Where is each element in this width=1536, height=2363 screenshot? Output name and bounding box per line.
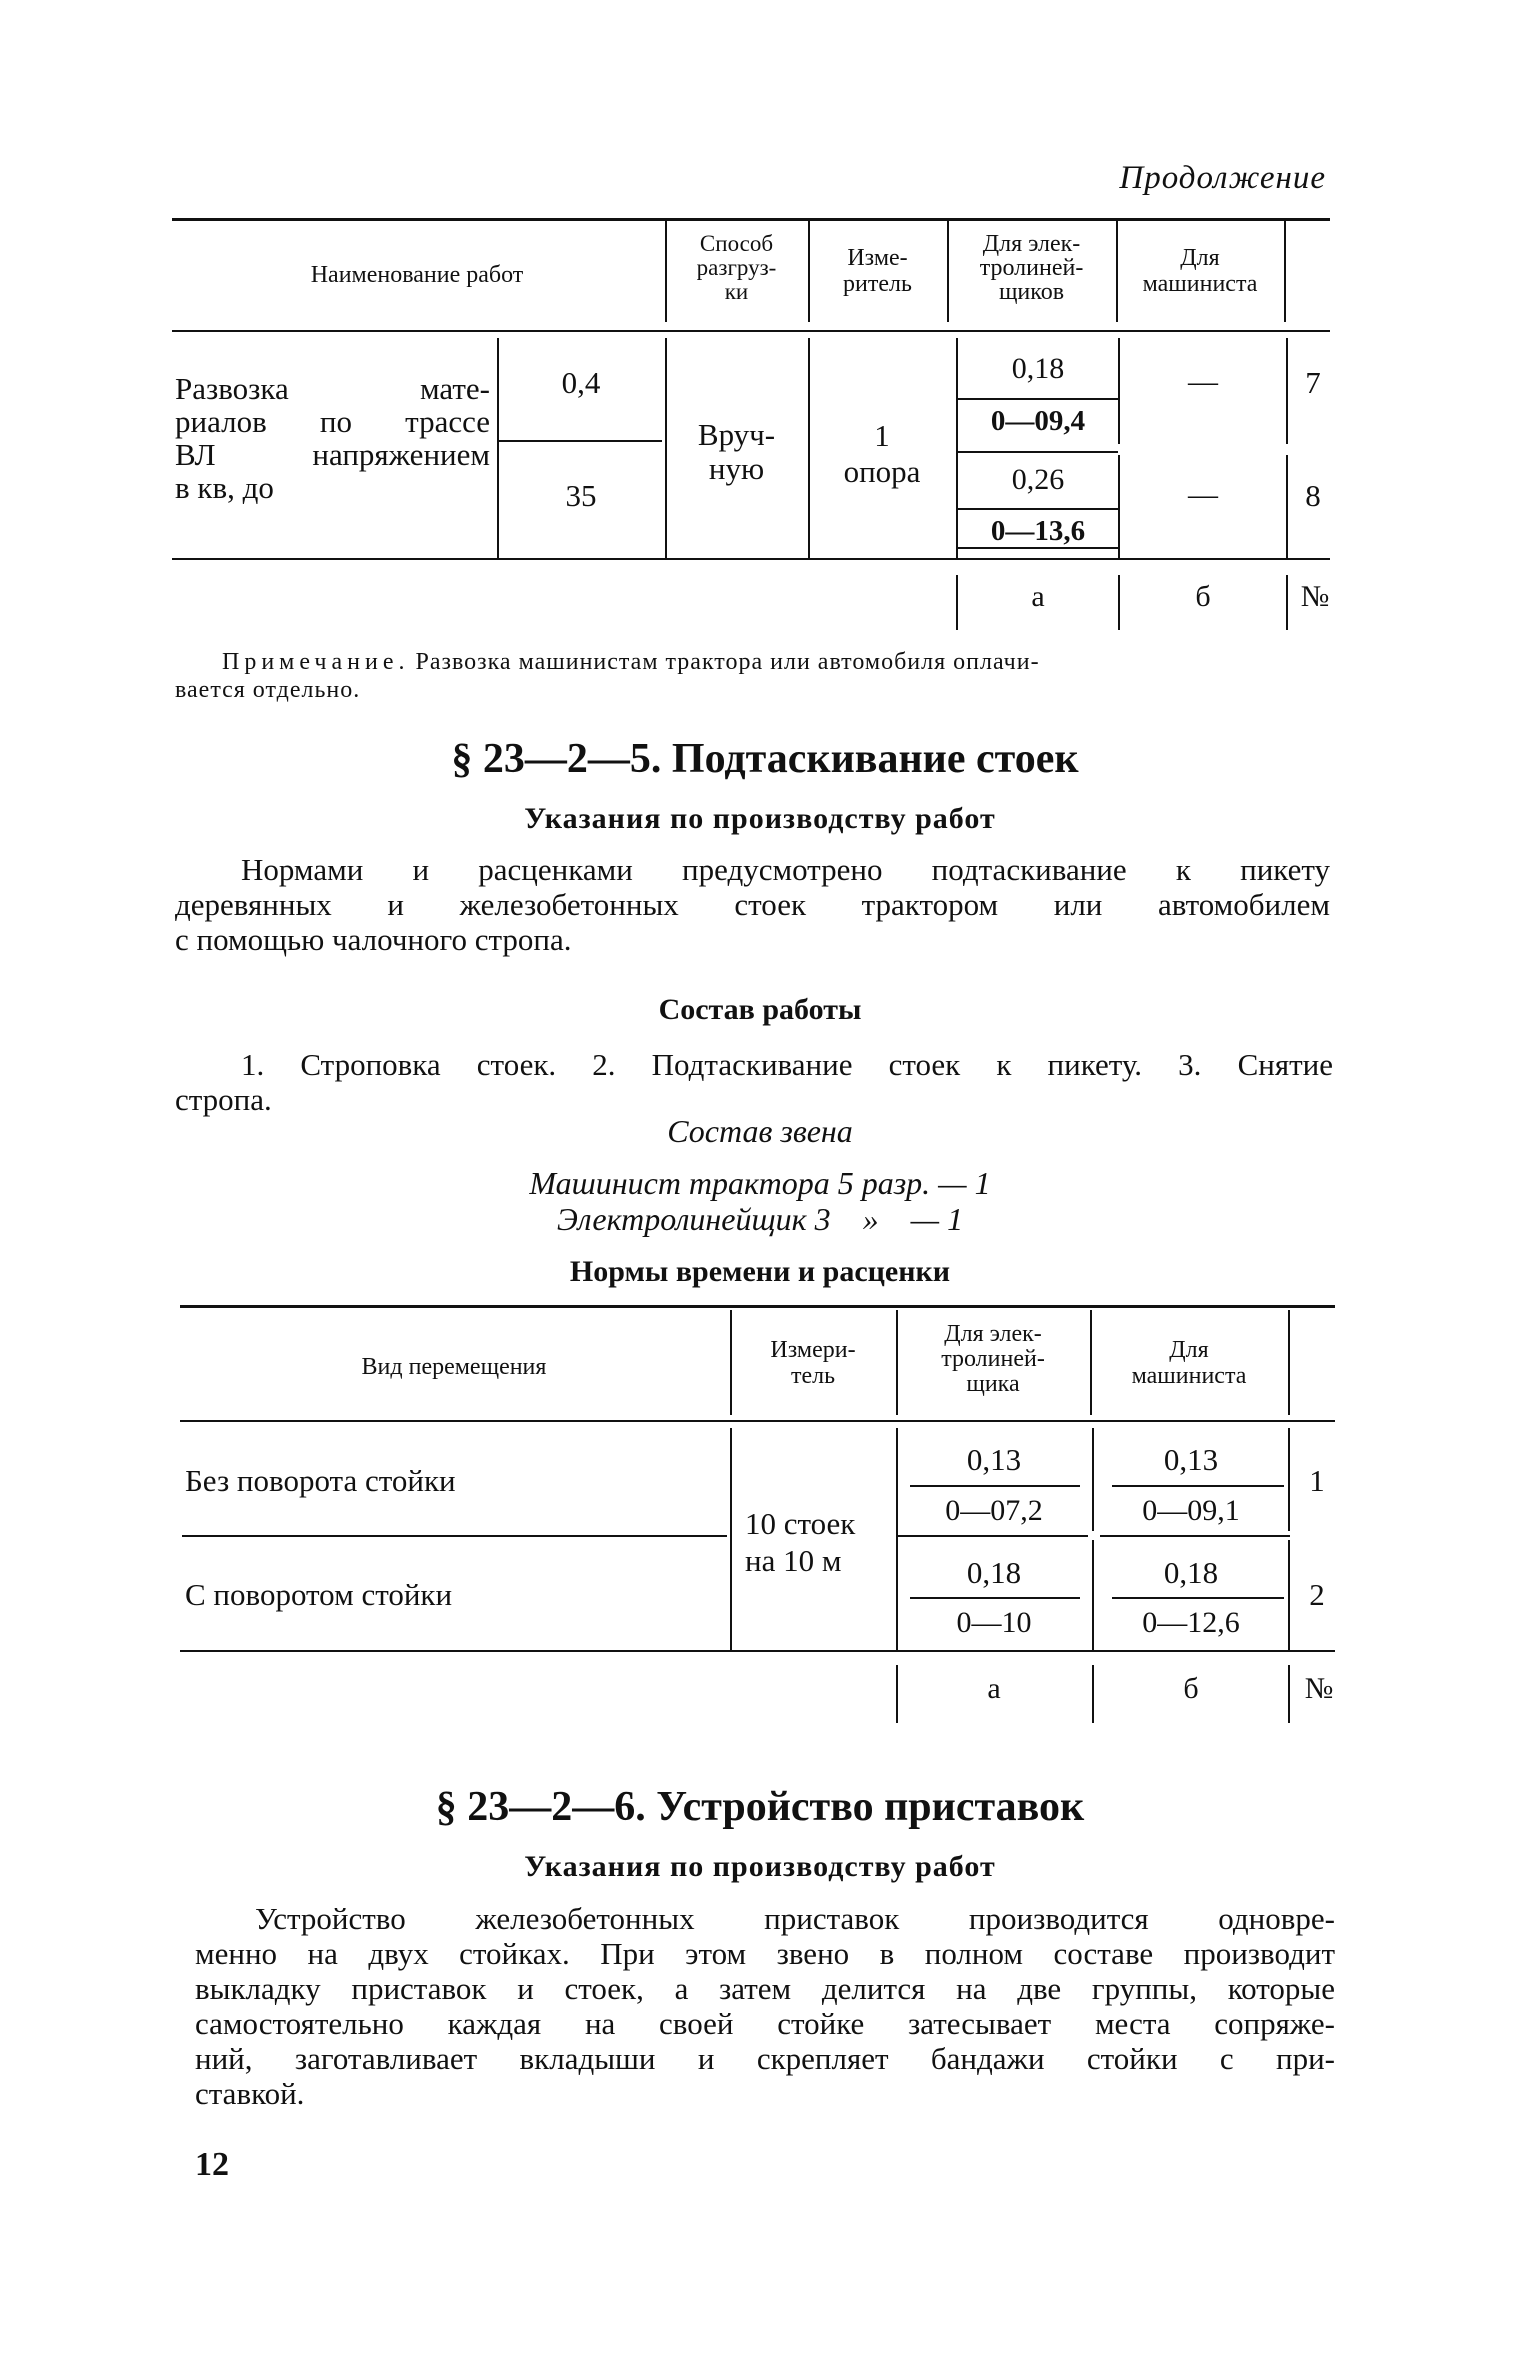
composition-text: 1. Строповка стоек. 2. Подтаскивание стоек к пикету. 3. Снятие стропа. xyxy=(175,1047,1333,1117)
t1-r2-time: 0,26 xyxy=(1011,463,1065,496)
t1-meter-value: 1 опора xyxy=(843,418,921,489)
t2-header-meter: Измери- тель xyxy=(770,1337,856,1389)
t1-r1-num: 7 xyxy=(1305,365,1321,400)
section6-subtitle: Указания по производству работ xyxy=(524,1850,996,1883)
t1-header-electro: Для элек- тролиней- щиков xyxy=(979,231,1084,305)
t2-r1-m-time: 0,13 xyxy=(1163,1442,1219,1477)
t2-r2-e-time: 0,18 xyxy=(966,1555,1022,1590)
t2-row1-label: Без поворота стойки xyxy=(185,1463,456,1498)
continuation-label: Продолжение xyxy=(1119,160,1326,196)
crew-line-1: Машинист трактора 5 разр. — 1 xyxy=(529,1165,991,1201)
t2-footer-num: № xyxy=(1304,1672,1334,1705)
t1-row-label: Развозка мате- риалов по трассе ВЛ напряжением в кв, до xyxy=(175,371,490,505)
page-number: 12 xyxy=(195,2146,229,2183)
norms-title: Нормы времени и расценки xyxy=(569,1255,951,1288)
t2-r1-num: 1 xyxy=(1309,1463,1325,1498)
t1-header-name: Наименование работ xyxy=(310,262,524,288)
section5-subtitle: Указания по производству работ xyxy=(524,802,996,835)
t2-header-machinist: Для машиниста xyxy=(1131,1337,1247,1389)
t2-r2-num: 2 xyxy=(1309,1577,1325,1612)
t1-header-method: Способ разгруз- ки xyxy=(696,231,777,304)
t2-r1-e-time: 0,13 xyxy=(966,1442,1022,1477)
t2-r2-m-time: 0,18 xyxy=(1163,1555,1219,1590)
t1-r1-time: 0,18 xyxy=(1011,352,1065,385)
t2-r2-e-price: 0—10 xyxy=(956,1606,1032,1639)
composition-title: Состав работы xyxy=(658,993,862,1026)
t1-r1-price: 0—09,4 xyxy=(990,405,1086,437)
section6-title: § 23—2—6. Устройство приставок xyxy=(435,1784,1085,1830)
t1-header-meter: Изме- ритель xyxy=(843,245,912,297)
t2-r1-m-price: 0—09,1 xyxy=(1142,1494,1240,1527)
t2-row2-label: С поворотом стойки xyxy=(185,1577,453,1612)
t1-r2-num: 8 xyxy=(1305,478,1321,513)
crew-line-2: Электролинейщик 3 » — 1 xyxy=(556,1201,964,1237)
t1-r2-machinist: — xyxy=(1188,478,1218,511)
section6-paragraph: Устройство железобетонных приставок производится одновре- менно на двух стойках. При этом звено в полном составе производит выкладку приставок и стоек, а затем делится на две группы, которые самостоятельно каждая на своей стойке затесывает места сопряже- ний, заготавливает вкладыши и скрепляет бандажи стойки с при- ставкой. xyxy=(195,1901,1335,2111)
t1-footer-b: б xyxy=(1195,580,1211,613)
note-line1: Развозка машинистам трактора или автомобиля оплачи- xyxy=(415,649,1040,675)
t1-voltage-2: 35 xyxy=(565,478,597,513)
t1-r1-machinist: — xyxy=(1188,365,1218,398)
t1-voltage-1: 0,4 xyxy=(561,365,601,400)
t1-header-machinist: Для машиниста xyxy=(1142,245,1258,297)
section5-title: § 23—2—5. Подтаскивание стоек xyxy=(451,736,1079,782)
t1-r2-price: 0—13,6 xyxy=(990,515,1086,547)
note xyxy=(222,648,1342,676)
t2-r1-e-price: 0—07,2 xyxy=(945,1494,1043,1527)
t2-r2-m-price: 0—12,6 xyxy=(1142,1606,1240,1639)
t1-method-value: Вруч- ную xyxy=(697,417,776,486)
t1-footer-num: № xyxy=(1300,580,1330,613)
t2-footer-a: а xyxy=(987,1672,1001,1705)
t2-header-electro: Для элек- тролиней- щика xyxy=(941,1321,1045,1397)
note-line2: вается отдельно. xyxy=(175,677,361,703)
note-label: Примечание. xyxy=(222,649,410,675)
t2-footer-b: б xyxy=(1183,1672,1199,1705)
t1-footer-a: а xyxy=(1031,580,1045,613)
t2-header-kind: Вид перемещения xyxy=(361,1354,547,1380)
crew-title: Состав звена xyxy=(667,1113,853,1149)
t2-meter-value: 10 стоек на 10 м xyxy=(745,1506,856,1578)
section5-paragraph: Нормами и расценками предусмотрено подтаскивание к пикету деревянных и железобетонных стоек трактором или автомобилем с помощью чалочного стропа. xyxy=(175,852,1330,957)
